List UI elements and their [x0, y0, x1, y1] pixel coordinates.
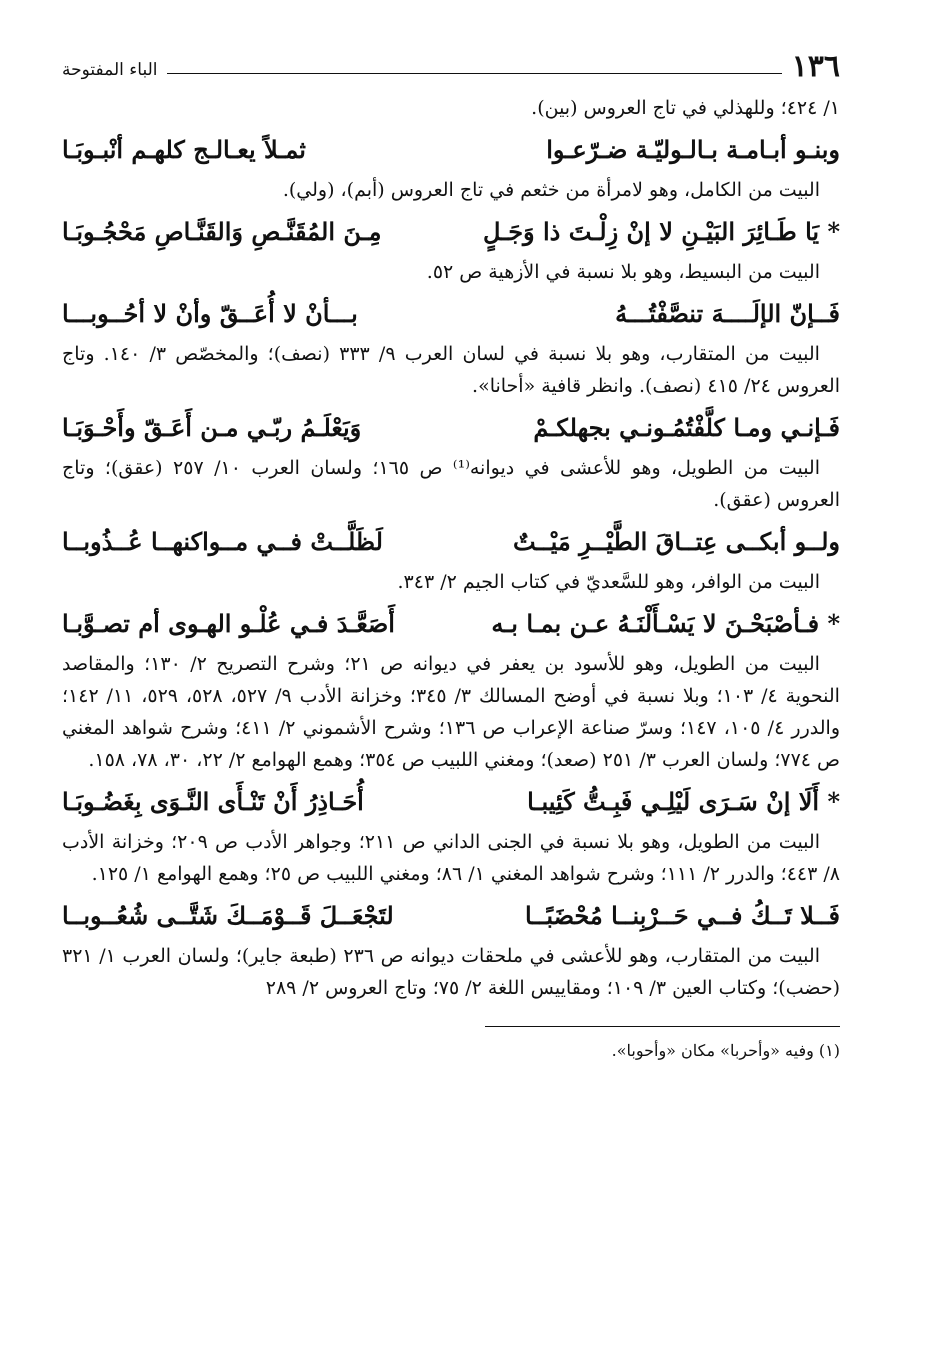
verse-second-hemistich: بـــأنْ لا أُعَــقّ وأنْ لا أحُــوبـــا [62, 299, 358, 328]
commentary-paragraph: البيت من المتقارب، وهو للأعشى في ملحقات ديوانه ص ٢٣٦ (طبعة جاير)؛ ولسان العرب ١/ ٣٢١ (حضب)؛ وكتاب العين ٣/ ١٠٩؛ ومقاييس اللغة ٢/ ٧٥؛ وتاج العروس ٢/ ٢٨٩ [62, 945, 840, 999]
verse-line [62, 210, 840, 254]
verse-first-hemistich: فَــلا تَــكُ فــي حَــرْبِنــا مُحْضَبًــا [525, 901, 840, 930]
commentary-paragraph: البيت من البسيط، وهو بلا نسبة في الأزهية ص ٥٢. [426, 261, 820, 283]
running-title: الباء المفتوحة [62, 60, 158, 80]
verse-line [62, 406, 840, 450]
verse-first-hemistich: ولــو أبكــى عِتــاقَ الطَّيْــرِ مَيْــتٌ [513, 527, 840, 556]
verse-line [62, 292, 840, 336]
commentary-paragraph: البيت من الطويل، وهو للأسود بن يعفر في ديوانه ص ٢١؛ وشرح التصريح ٢/ ١٣٠؛ والمقاصد النحوية ٤/ ١٠٣؛ وبلا نسبة في أوضح المسالك ٣/ ٣٤٥؛ وخزانة الأدب ٩/ ٥٢٧، ٥٢٨، ٥٢٩، ١١/ ١٤٢؛ والدرر ٤/ ١٠٥، ١٤٧؛ وسرّ صناعة الإعراب ص ١٣٦؛ وشرح الأشموني ٢/ ٤١١؛ وشرح شواهد المغني ص ٧٧٤؛ ولسان العرب ٣/ ٢٥١ (صعد)؛ ومغني اللبيب ص ٣٥٤؛ وهمع الهوامع ٢/ ٢٢، ٣٠، ٧٨، ١٥٨. [62, 653, 840, 771]
page [62, 46, 840, 1063]
verse-first-hemistich: فَــإنّ الإلَــــهَ تنصَّفْتُـــهُ [615, 299, 840, 328]
commentary-paragraph: البيت من الوافر، وهو للسَّعديّ في كتاب الجيم ٢/ ٣٤٣. [397, 571, 820, 593]
verse-second-hemistich: مِـنَ المُقَنَّـصِ وَالقَنَّـاصِ مَحْجُـوبَـا [62, 217, 382, 246]
verse-second-hemistich: ثمـلاً يعـالـج كلهـم أنْبـوبَـا [62, 135, 306, 164]
verse-first-hemistich: وبنـو أبـامـة بـالـوليّـة ضـرّعـوا [546, 135, 840, 164]
verse-first-hemistich: * يَا طَـائِرَ البَيْـنِ لا إنْ زِلْـتَ ذا وَجَـلٍ [483, 217, 840, 246]
verse-line [62, 602, 840, 646]
commentary-paragraph: البيت من الطويل، وهو بلا نسبة في الجنى الداني ص ٢١١؛ وجواهر الأدب ص ٢٠٩؛ وخزانة الأدب ٨/ ٤٤٣؛ والدرر ٢/ ١١١؛ وشرح شواهد المغني ١/ ٨٦؛ ومغني اللبيب ص ٢٥؛ وهمع الهوامع ١/ ١٢٥. [62, 831, 840, 885]
page-header [62, 46, 840, 82]
page-number: ١٣٦ [791, 49, 840, 84]
verse-line [62, 128, 840, 172]
verse-second-hemistich: وَيَعْلَـمُ ربّـي مـن أَعَـقّ وأَحْـوَبَـا [62, 413, 362, 442]
footnote-divider [485, 1026, 840, 1027]
verse-first-hemistich: * فـأصْبَحْـنَ لا يَسْـأَلْنَـهُ عـن بمـا بـه [491, 609, 840, 638]
verse-first-hemistich: فَـإنـي ومـا كلَّفْتُمُـونـي بجهلكـمْ [533, 413, 840, 442]
verse-line [62, 520, 840, 564]
verse-second-hemistich: لتَجْعَــلَ قَــوْمَــكَ شَتَّــى شُعُــوبــا [62, 901, 394, 930]
verse-second-hemistich: لَظَلَّــتْ فــي مــواكنهــا عُــذُوبــا [62, 527, 383, 556]
verse-line [62, 894, 840, 938]
commentary-paragraph: البيت من الطويل، وهو للأعشى في ديوانه⁽¹⁾ ص ١٦٥؛ ولسان العرب ١٠/ ٢٥٧ (عقق)؛ وتاج العروس (عقق). [62, 457, 840, 511]
commentary-paragraph: البيت من الكامل، وهو لامرأة من خثعم في تاج العروس (أبم)، (ولي). [282, 179, 820, 201]
commentary-paragraph: البيت من المتقارب، وهو بلا نسبة في لسان العرب ٩/ ٣٣٣ (نصف)؛ والمخصّص ٣/ ١٤٠. وتاج العروس ٢٤/ ٤١٥ (نصف). وانظر قافية «أحانا». [62, 343, 840, 397]
verse-first-hemistich: * أَلَا إنْ سَـرَى لَيْلِـي فَبِـتُّ كَئِيبـا [527, 787, 840, 816]
verse-line [62, 780, 840, 824]
page-body [62, 92, 840, 1004]
header-rule [167, 73, 781, 74]
verse-second-hemistich: أُحَـاذِرُ أَنْ تَنْـأَى النَّـوَى بِغَضُـوبَـا [62, 787, 364, 816]
footnote: (١) وفيه «وأحربا» مكان «وأحوبا». [611, 1041, 840, 1060]
verse-second-hemistich: أَصَعَّـدَ فـي عُلْـو الهـوى أم تصـوَّبـا [62, 609, 395, 638]
commentary-paragraph: ١/ ٤٢٤؛ وللهذلي في تاج العروس (بين). [531, 97, 840, 119]
